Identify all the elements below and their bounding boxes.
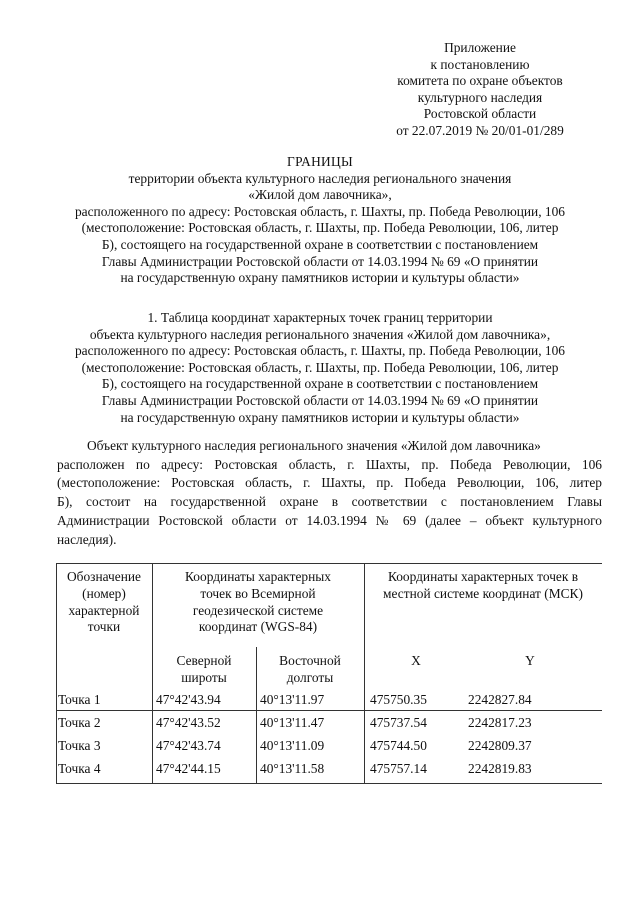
header-msk [364,569,602,603]
section-line: (местоположение: Ростовская область, г. Шахты, пр. Победа Революции, 106, литер [81,359,559,375]
title-line: Б), состоящего на государственной охране в соответствии с постановлением [101,236,539,252]
section-line: расположенного по адресу: Ростовская область, г. Шахты, пр. Победа Революции, 106 [74,343,566,359]
title-line: расположенного по адресу: Ростовская область, г. Шахты, пр. Победа Революции, 106 [74,203,566,219]
header-point-line: характерной [68,602,140,618]
header-north-line: широты [181,669,227,685]
section-line: на государственную охрану памятников истории и культуры области» [120,409,520,425]
title-line: (местоположение: Ростовская область, г. Шахты, пр. Победа Революции, 106, литер [81,220,559,236]
appendix-block [330,40,630,140]
header-msk-line: местной системе координат (МСК) [383,585,583,601]
header-east [256,653,364,687]
header-x [386,653,446,670]
coordinates-table [56,563,602,784]
row3-point: Точка 3 [58,738,101,753]
header-point-line: Обозначение [67,569,141,584]
appendix-line: Ростовской области [423,106,537,122]
header-point [56,569,152,636]
header-east-line: долготы [286,669,334,685]
row3-y: 2242809.37 [468,738,532,753]
appendix-line: комитета по охране объектов [397,73,563,89]
row2-lat: 47°42'43.52 [156,715,221,730]
section-line: объекта культурного наследия регионального значения «Жилой дом лавочника», [89,326,551,342]
row3-x: 475744.50 [370,738,427,753]
appendix-line: культурного наследия [417,89,543,105]
title-line: территории объекта культурного наследия регионального значения [128,170,512,186]
section-line: 1. Таблица координат характерных точек границ территории [147,310,493,325]
row4-y: 2242819.83 [468,761,532,776]
header-east-line: Восточной [279,653,341,668]
header-wgs-line: точек во Всемирной [200,585,316,601]
section-line: Главы Администрации Ростовской области от 14.03.1994 № 69 «О принятии [101,392,539,408]
row4-lat: 47°42'44.15 [156,761,221,776]
header-north-line: Северной [176,653,232,668]
row1-lat: 47°42'43.94 [156,692,221,707]
title-line: на государственную охрану памятников истории и культуры области» [120,270,520,286]
row1-x: 475750.35 [370,692,427,707]
intro-line: расположен по адресу: Ростовская область, г. Шахты, пр. Победа Революции, 106 [57,456,602,472]
header-y [500,653,560,670]
title-line: «Жилой дом лавочника», [248,187,392,203]
header-wgs [152,569,364,636]
header-wgs-line: геодезической системе [192,602,324,618]
intro-line: Администрации Ростовской области от 14.03.1994 № 69 (далее – объект культурного [57,512,602,528]
row3-lon: 40°13'11.09 [260,738,325,753]
section-line: Б), состоящего на государственной охране в соответствии с постановлением [101,376,539,392]
row1-point: Точка 1 [58,692,101,707]
row1-y: 2242827.84 [468,692,532,707]
row2-x: 475737.54 [370,715,427,730]
title-line: Главы Администрации Ростовской области от 14.03.1994 № 69 «О принятии [101,253,539,269]
row2-point: Точка 2 [58,715,101,730]
row4-x: 475757.14 [370,761,427,776]
header-wgs-line: координат (WGS-84) [198,619,318,635]
table-rule-header-bottom [56,710,602,711]
table-rule-bottom [56,783,602,784]
intro-line: наследия). [57,531,117,547]
row1-lon: 40°13'11.97 [260,692,325,707]
header-point-line: точки [87,619,121,635]
intro-line: Б), состоит на государственной охране в соответствии с постановлением Главы [57,494,602,510]
document-title [20,154,620,287]
header-y-label: Y [525,653,535,668]
intro-line: Объект культурного наследия регионального значения «Жилой дом лавочника» [87,438,541,453]
intro-line: (местоположение: Ростовская область, г. Шахты, пр. Победа Революции, 106, литер [57,475,602,491]
header-wgs-line: Координаты характерных [185,569,331,584]
row2-lon: 40°13'11.47 [260,715,325,730]
header-x-label: X [411,653,421,668]
section-heading [20,310,620,426]
row4-lon: 40°13'11.58 [260,761,325,776]
header-north [152,653,256,687]
header-point-line: (номер) [82,585,126,601]
appendix-line: от 22.07.2019 № 20/01-01/289 [396,122,564,138]
title-heading: ГРАНИЦЫ [287,154,353,169]
appendix-line: к постановлению [430,56,530,72]
row4-point: Точка 4 [58,761,101,776]
row3-lat: 47°42'43.74 [156,738,221,753]
appendix-line: Приложение [444,40,516,55]
intro-paragraph [57,437,602,549]
table-rule-top [56,563,602,564]
row2-y: 2242817.23 [468,715,532,730]
header-msk-line: Координаты характерных точек в [387,569,579,584]
